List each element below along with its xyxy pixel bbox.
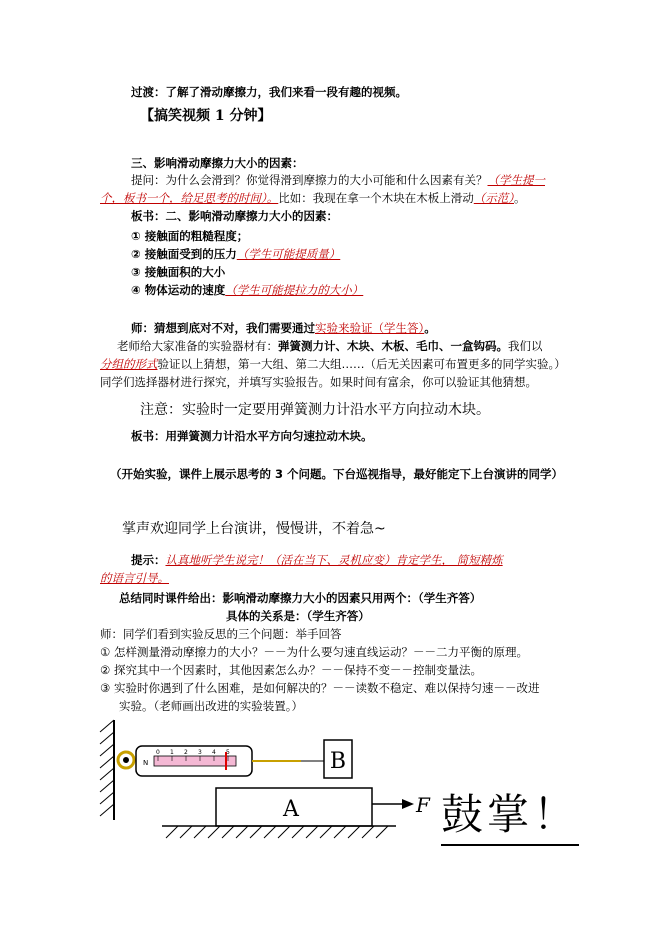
question-note-a: （学生提一	[487, 173, 545, 187]
hint-line-2: 的语言引导。	[100, 571, 169, 585]
materials-list: 弹簧测力计、木块、木板、毛巾、一盒钩码。	[278, 339, 508, 353]
svg-text:2: 2	[184, 749, 188, 756]
example-text: 比如：我现在拿一个木块在木板上滑动	[278, 191, 474, 205]
ground-hatching	[166, 826, 388, 838]
video-heading: 【搞笑视频 1 分钟】	[140, 108, 272, 124]
reflection-3-cont: 实验。（老师画出改进的实验装置。）	[119, 699, 303, 713]
teacher-verify-line: 师：猜想到底对不对，我们需要通过实验来验证（学生答）。	[131, 321, 436, 335]
force-arrowhead	[402, 799, 414, 809]
factor-2-note: （学生可能提质量）	[236, 247, 341, 261]
section-heading: 三、影响滑动摩擦力大小的因素：	[131, 156, 304, 170]
materials-line-1: 老师给大家准备的实验器材有：弹簧测力计、木块、木板、毛巾、一盒钩码。我们以	[117, 339, 543, 353]
reflection-2: ② 探究其中一个因素时，其他因素怎么办？－－保持不变－－控制变量法。	[100, 663, 482, 677]
board-heading-2: 板书：用弹簧测力计沿水平方向匀速拉动木块。	[131, 429, 373, 443]
reflection-3: ③ 实验时你遇到了什么困难，是如何解决的？－－读数不稳定、难以保持匀速－－改进	[100, 681, 540, 695]
svg-text:1: 1	[170, 749, 174, 756]
factor-4-note: （学生可能提拉力的大小）	[225, 283, 364, 297]
wall-hatching	[100, 720, 114, 816]
question-text: 提问：为什么会滑到？你觉得滑到摩擦力的大小可能和什么因素有关？	[131, 173, 488, 187]
question-line	[131, 172, 545, 188]
question-line-2: 个，板书一个，给足思考的时间）。比如：我现在拿一个木块在木板上滑动（示范）。	[100, 191, 526, 205]
teacher-reflect-line: 师：同学们看到实验反思的三个问题：举手回答	[100, 627, 342, 641]
svg-text:0: 0	[156, 749, 160, 756]
block-a-label: A	[283, 797, 299, 822]
hint-note: 认真地听学生说完！（活在当下、灵机应变）肯定学生， 简短精炼	[165, 553, 503, 567]
factor-2: ② 接触面受到的压力（学生可能提质量）	[131, 247, 341, 261]
materials-line-2: 分组的形式验证以上猜想，第一大组、第二大组……（后无关因素可布置更多的同学实验。）	[100, 357, 566, 371]
welcome-line: 掌声欢迎同学上台演讲，慢慢讲，不着急~	[122, 521, 386, 537]
block-b-label: B	[329, 749, 347, 774]
applause-text: 鼓掌！	[441, 786, 579, 846]
svg-text:3: 3	[198, 749, 202, 756]
board-heading-1: 板书：二、影响滑动摩擦力大小的因素：	[131, 209, 338, 223]
verify-note: 实验来验证（学生答）	[315, 321, 425, 335]
group-note: 分组的形式	[100, 357, 158, 371]
hook-pin	[123, 757, 129, 763]
factor-1: ① 接触面的粗糙程度；	[131, 229, 249, 243]
experiment-apparatus-figure	[96, 712, 441, 842]
svg-text:4: 4	[212, 749, 216, 756]
summary-line-2: 具体的关系是：（学生齐答）	[226, 609, 370, 623]
scale-unit: N	[143, 759, 149, 767]
reflection-1: ① 怎样测量滑动摩擦力的大小？－－为什么要匀速直线运动？－－二力平衡的原理。	[100, 645, 528, 659]
force-label: F	[416, 793, 430, 817]
hint-line: 提示：认真地听学生说完！（活在当下、灵机应变）肯定学生， 简短精炼	[131, 553, 503, 567]
attention-line: 注意：实验时一定要用弹簧测力计沿水平方向拉动木块。	[140, 402, 490, 418]
summary-line-1: 总结同时课件给出：影响滑动摩擦力大小的因素只用两个：（学生齐答）	[119, 591, 482, 605]
transition-line: 过渡：了解了滑动摩擦力，我们来看一段有趣的视频。	[131, 85, 407, 99]
spring-scale-window	[154, 756, 236, 766]
start-experiment-note: （开始实验，课件上展示思考的 3 个问题。下台巡视指导，最好能定下上台演讲的同学）	[110, 467, 564, 481]
factor-4: ④ 物体运动的速度（学生可能提拉力的大小）	[131, 283, 364, 297]
materials-line-3: 同学们选择器材进行探究，并填写实验报告。如果时间有富余，你可以验证其他猜想。	[100, 375, 537, 389]
svg-text:5: 5	[226, 749, 230, 756]
factor-3: ③ 接触面积的大小	[131, 265, 226, 279]
demo-note: （示范）	[473, 191, 514, 205]
question-note-b: 个，板书一个，给足思考的时间）。	[100, 191, 279, 205]
